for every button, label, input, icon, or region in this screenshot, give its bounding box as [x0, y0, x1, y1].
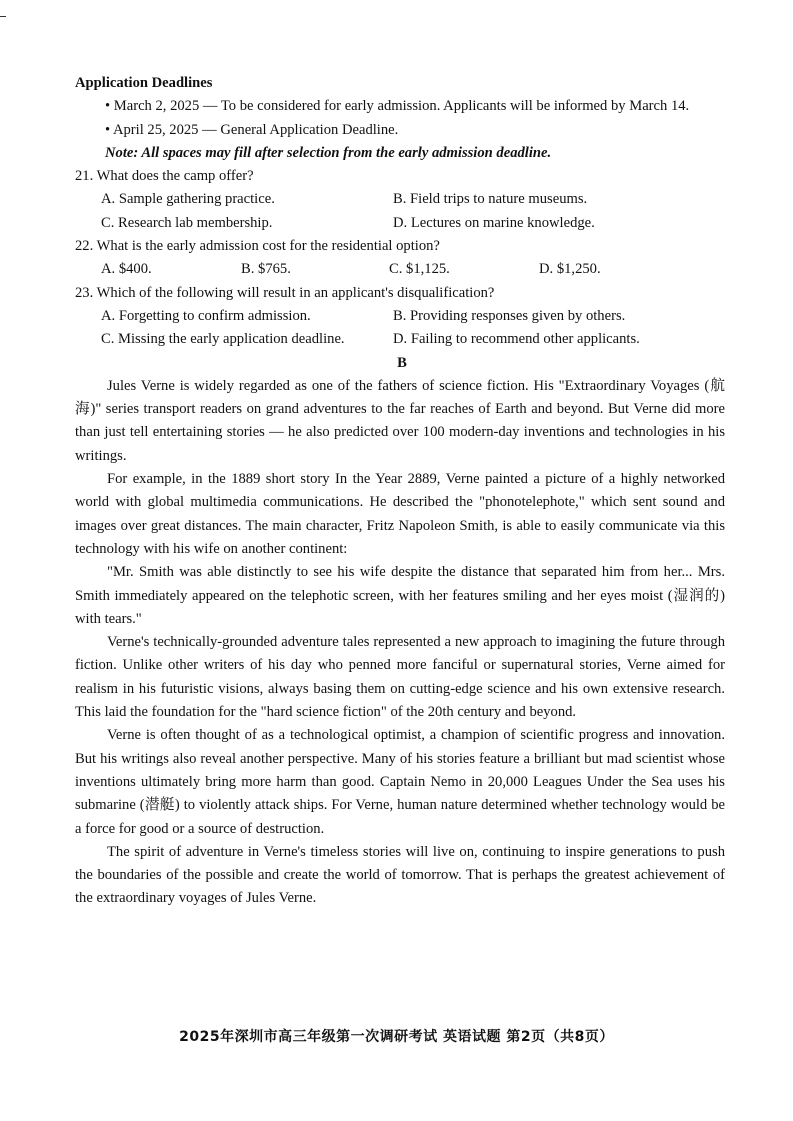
- passage-paragraph: For example, in the 1889 short story In the Year 2889, Verne painted a picture of a highly networked world with global multimedia communications. He described the "phonotelephote," which sent sound and images over great distances. The main character, Fritz Napoleon Smith, is able to easily communicate via this technology with his wife on another continent:: [75, 471, 725, 557]
- option-a: A. Sample gathering practice.: [101, 191, 275, 208]
- option-b: B. Field trips to nature museums.: [393, 191, 588, 208]
- option-b: B. $765.: [241, 261, 291, 278]
- page-footer: 2025年深圳市高三年级第一次调研考试 英语试题 第2页（共8页）: [179, 1029, 614, 1045]
- answer-options: [75, 188, 725, 235]
- question-stem: 23. Which of the following will result in an applicant's disqualification?: [75, 284, 495, 301]
- question-22: [75, 235, 725, 282]
- option-c: C. Research lab membership.: [101, 214, 273, 231]
- option-d: D. Lectures on marine knowledge.: [393, 214, 595, 231]
- option-c: C. $1,125.: [389, 261, 450, 278]
- option-b: B. Providing responses given by others.: [393, 307, 626, 324]
- page-content: [75, 72, 725, 911]
- question-21: [75, 165, 725, 235]
- option-c: C. Missing the early application deadline.: [101, 331, 345, 348]
- option-d: D. $1,250.: [539, 261, 601, 278]
- passage-paragraph: Verne is often thought of as a technological optimist, a champion of scientific progress and innovation. But his writings also reveal another perspective. Many of his stories feature a brilliant but mad scientist whose inventions ultimately bring more harm than good. Captain Nemo in 20,000 Leagues Under the Sea uses his submarine (潜艇) to violently attack ships. For Verne, human nature determined whether technology would be a force for good or a source of destruction.: [75, 727, 725, 837]
- passage-quote: "Mr. Smith was able distinctly to see his wife despite the distance that separated him from her... Mrs. Smith immediately appeared on the telephotic screen, with her features smiling and her eyes moist (湿润的) with tears.": [75, 564, 725, 627]
- answer-options: [75, 305, 725, 352]
- section-letter: B: [397, 354, 407, 371]
- option-a: A. $400.: [101, 261, 152, 278]
- deadline-item: • March 2, 2025 — To be considered for early admission. Applicants will be informed by March 14.: [105, 98, 690, 115]
- deadline-item: • April 25, 2025 — General Application Deadline.: [105, 121, 399, 138]
- answer-options: [75, 258, 725, 281]
- option-a: A. Forgetting to confirm admission.: [101, 307, 311, 324]
- question-23: [75, 282, 725, 352]
- question-stem: 22. What is the early admission cost for the residential option?: [75, 238, 440, 255]
- passage-paragraph: Jules Verne is widely regarded as one of the fathers of science fiction. His "Extraordinary Voyages (航海)" series transport readers on grand adventures to the far reaches of Earth and beyond. But Verne did more than just tell entertaining stories — he also predicted over 100 modern-day inventions and technologies in his writings.: [75, 377, 725, 464]
- page-edge-mark: [0, 16, 6, 17]
- deadlines-heading: Application Deadlines: [75, 75, 213, 91]
- question-stem: 21. What does the camp offer?: [75, 168, 254, 185]
- deadline-note: Note: All spaces may fill after selection from the early admission deadline.: [105, 144, 552, 161]
- passage-paragraph: Verne's technically-grounded adventure tales represented a new approach to imagining the future through fiction. Unlike other writers of his day who penned more fanciful or supernatural stories, Verne aimed for realism in his futuristic visions, always basing them on cutting-edge science and his own extensive research. This laid the foundation for the "hard science fiction" of the 20th century and beyond.: [75, 634, 725, 721]
- option-d: D. Failing to recommend other applicants.: [393, 331, 640, 348]
- passage-paragraph: The spirit of adventure in Verne's timeless stories will live on, continuing to inspire generations to push the boundaries of the possible and create the world of tomorrow. That is perhaps the greatest achievement of the extraordinary voyages of Jules Verne.: [75, 843, 725, 907]
